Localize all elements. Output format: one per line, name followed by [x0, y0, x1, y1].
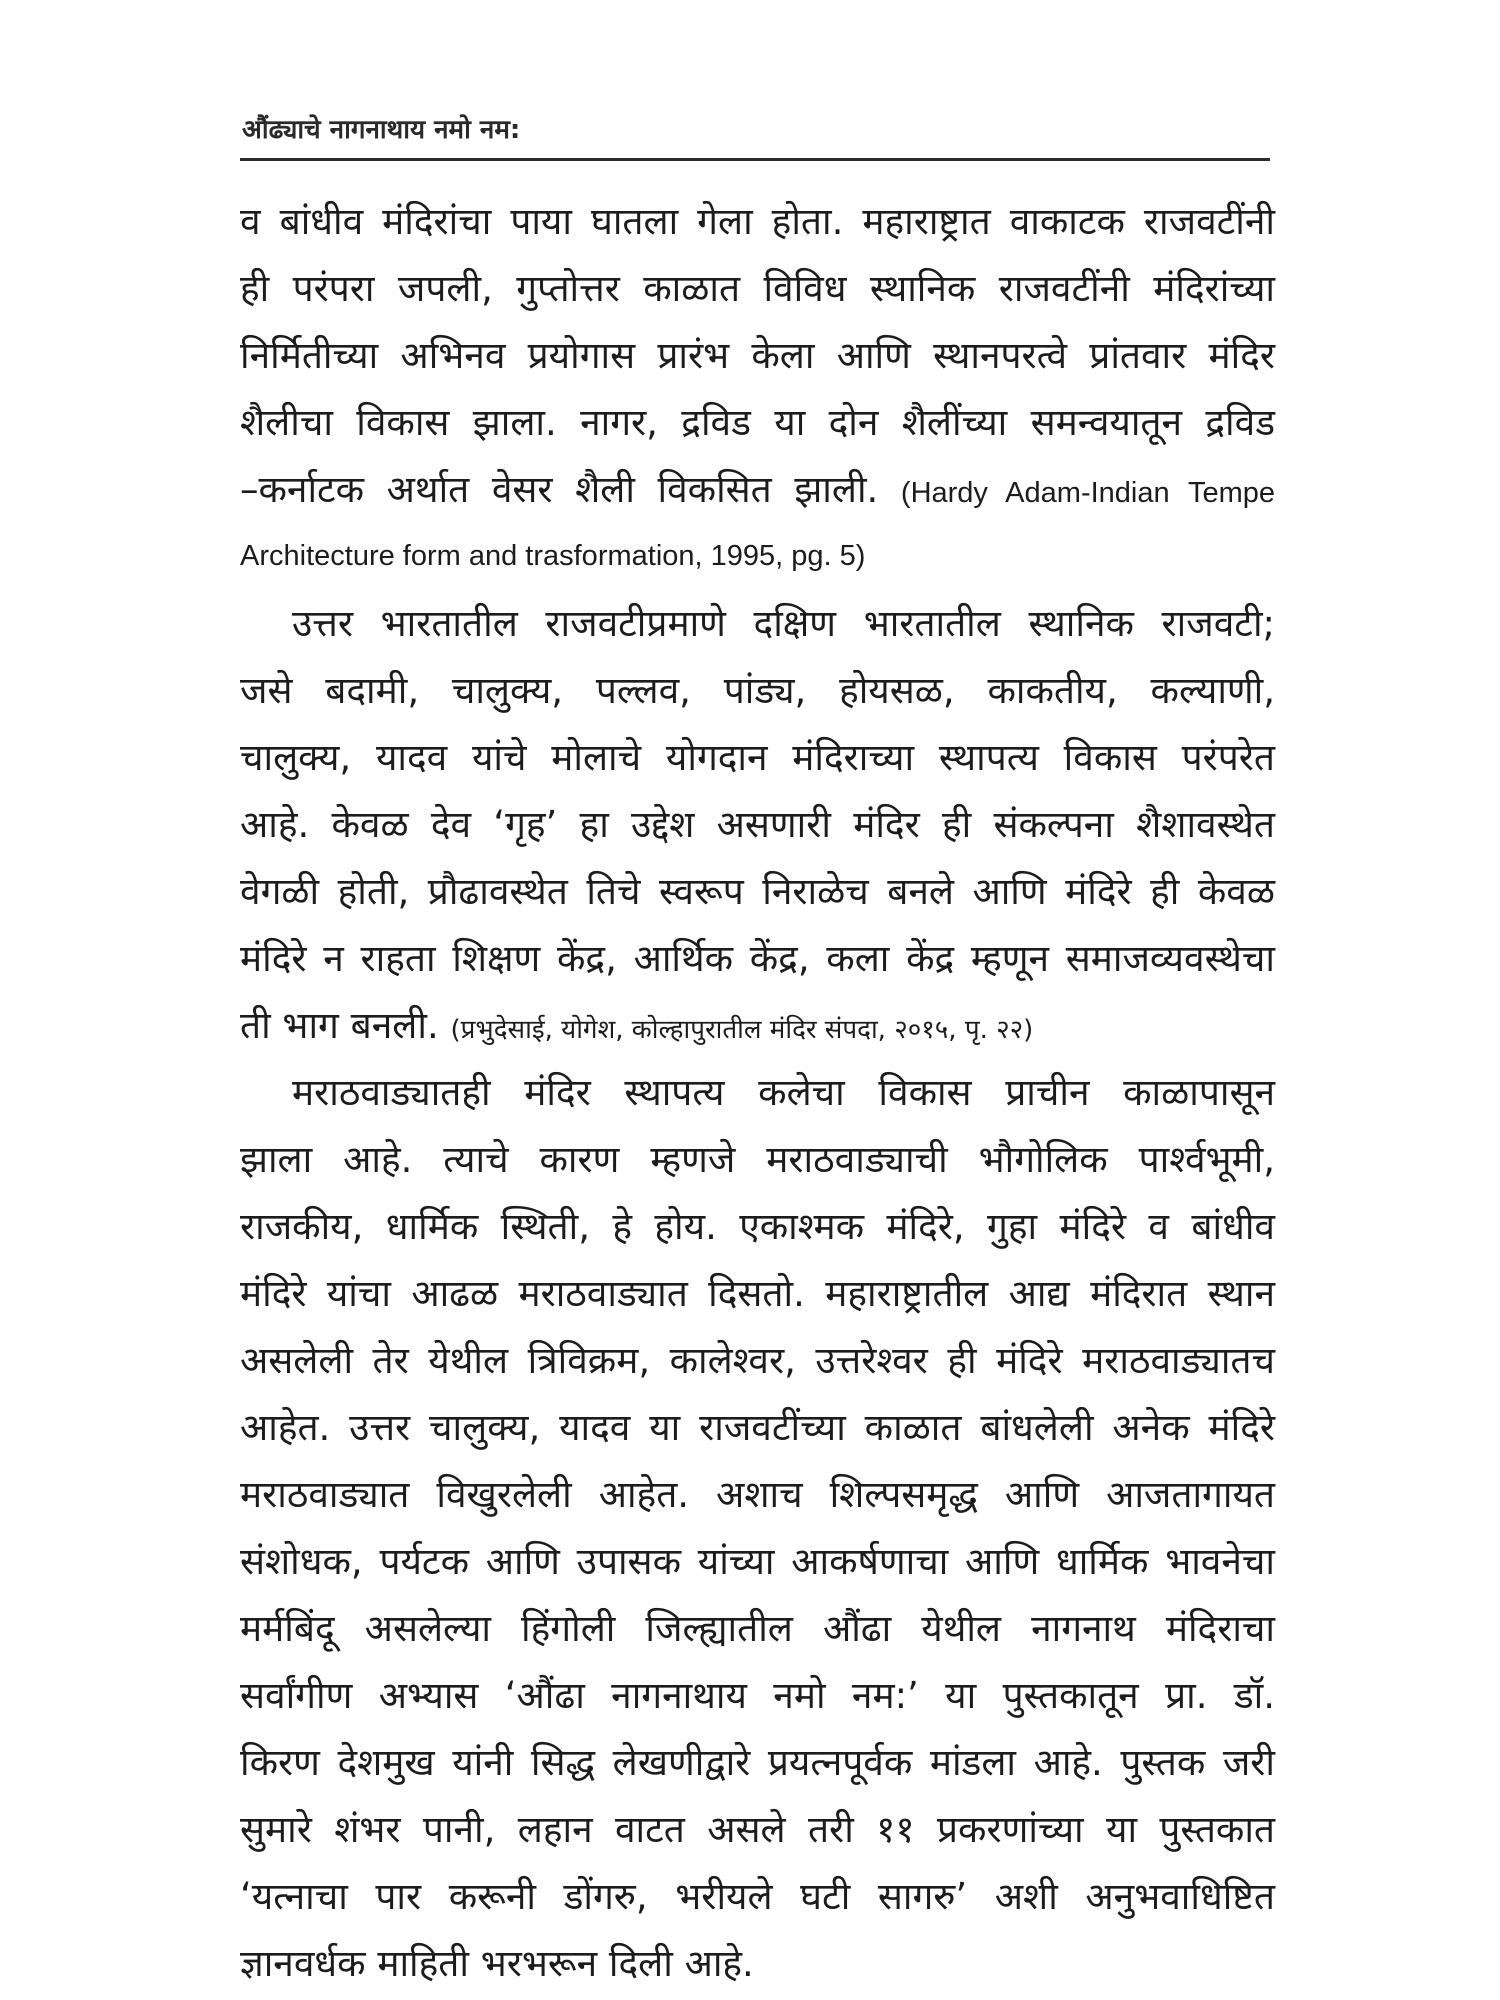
paragraph-text: ती भाग बनली. — [240, 1004, 439, 1047]
running-header: औंढ्याचे नागनाथाय नमो नम: — [242, 115, 521, 145]
paragraph-line: उत्तर भारतातील राजवटीप्रमाणे दक्षिण भारतातील स्थानिक राजवटी; — [292, 602, 1275, 645]
paragraph-line: आहेत. उत्तर चालुक्य, यादव या राजवटींच्या काळात बांधलेली अनेक मंदिरे — [240, 1406, 1275, 1449]
paragraph-line: ‘यत्नाचा पार करूनी डोंगरु, भरीयले घटी सागरु’ अशी अनुभवाधिष्टित — [240, 1875, 1275, 1918]
paragraph-text: –कर्नाटक अर्थात वेसर शैली विकसित झाली. — [240, 468, 879, 511]
citation-reference: (Hardy Adam-Indian Tempe — [900, 477, 1275, 509]
paragraph-line: मंदिरे न राहता शिक्षण केंद्र, आर्थिक केंद्र, कला केंद्र म्हणून समाजव्यवस्थेचा — [240, 937, 1275, 980]
paragraph-line: मर्मबिंदू असलेल्या हिंगोली जिल्ह्यातील औंढा येथील नागनाथ मंदिराचा — [240, 1607, 1275, 1650]
paragraph-line: वेगळी होती, प्रौढावस्थेत तिचे स्वरूप निराळेच बनले आणि मंदिरे ही केवळ — [240, 870, 1275, 913]
paragraph-line: किरण देशमुख यांनी सिद्ध लेखणीद्वारे प्रयत्नपूर्वक मांडला आहे. पुस्तक जरी — [240, 1741, 1275, 1784]
paragraph-line — [240, 992, 1275, 1059]
paragraph-line: ज्ञानवर्धक माहिती भरभरून दिली आहे. — [240, 1942, 754, 1985]
paragraph-line: ही परंपरा जपली, गुप्तोत्तर काळात विविध स्थानिक राजवटींनी मंदिरांच्या — [240, 267, 1275, 310]
paragraph-line: निर्मितीच्या अभिनव प्रयोगास प्रारंभ केला आणि स्थानपरत्वे प्रांतवार मंदिर — [240, 334, 1275, 377]
paragraph-line: राजकीय, धार्मिक स्थिती, हे होय. एकाश्मक मंदिरे, गुहा मंदिरे व बांधीव — [240, 1205, 1275, 1248]
paragraph-line: मराठवाड्यातही मंदिर स्थापत्य कलेचा विकास प्राचीन काळापासून — [292, 1071, 1275, 1114]
paragraph-line — [240, 456, 1275, 523]
paragraph-line: शैलीचा विकास झाला. नागर, द्रविड या दोन शैलींच्या समन्वयातून द्रविड — [240, 401, 1275, 444]
paragraph-line: सर्वांगीण अभ्यास ‘औंढा नागनाथाय नमो नम:’ या पुस्तकातून प्रा. डॉ. — [240, 1674, 1275, 1717]
paragraph-line: व बांधीव मंदिरांचा पाया घातला गेला होता. महाराष्ट्रात वाकाटक राजवटींनी — [240, 200, 1275, 243]
paragraph-line: असलेली तेर येथील त्रिविक्रम, कालेश्वर, उत्तरेश्वर ही मंदिरे मराठवाड्यातच — [240, 1339, 1275, 1382]
citation-reference: Architecture form and trasformation, 1995, pg. 5) — [240, 540, 866, 572]
paragraph-line: आहे. केवळ देव ‘गृह’ हा उद्देश असणारी मंदिर ही संकल्पना शैशावस्थेत — [240, 803, 1275, 846]
paragraph-line: चालुक्य, यादव यांचे मोलाचे योगदान मंदिराच्या स्थापत्य विकास परंपरेत — [240, 736, 1275, 779]
paragraph-line: मराठवाड्यात विखुरलेली आहेत. अशाच शिल्पसमृद्ध आणि आजतागायत — [240, 1473, 1275, 1516]
paragraph-line: संशोधक, पर्यटक आणि उपासक यांच्या आकर्षणाचा आणि धार्मिक भावनेचा — [240, 1540, 1275, 1583]
paragraph-line: मंदिरे यांचा आढळ मराठवाड्यात दिसतो. महाराष्ट्रातील आद्य मंदिरात स्थान — [240, 1272, 1275, 1315]
citation-reference: (प्रभुदेसाई, योगेश, कोल्हापुरातील मंदिर संपदा, २०१५, पृ. २२) — [450, 1015, 1034, 1045]
body-text — [240, 188, 1275, 1997]
paragraph-line: सुमारे शंभर पानी, लहान वाटत असले तरी ११ प्रकरणांच्या या पुस्तकात — [240, 1808, 1275, 1851]
paragraph-line: झाला आहे. त्याचे कारण म्हणजे मराठवाड्याची भौगोलिक पार्श्वभूमी, — [240, 1138, 1275, 1181]
paragraph-line: जसे बदामी, चालुक्य, पल्लव, पांड्य, होयसळ, काकतीय, कल्याणी, — [240, 669, 1275, 712]
header-rule — [240, 158, 1270, 161]
